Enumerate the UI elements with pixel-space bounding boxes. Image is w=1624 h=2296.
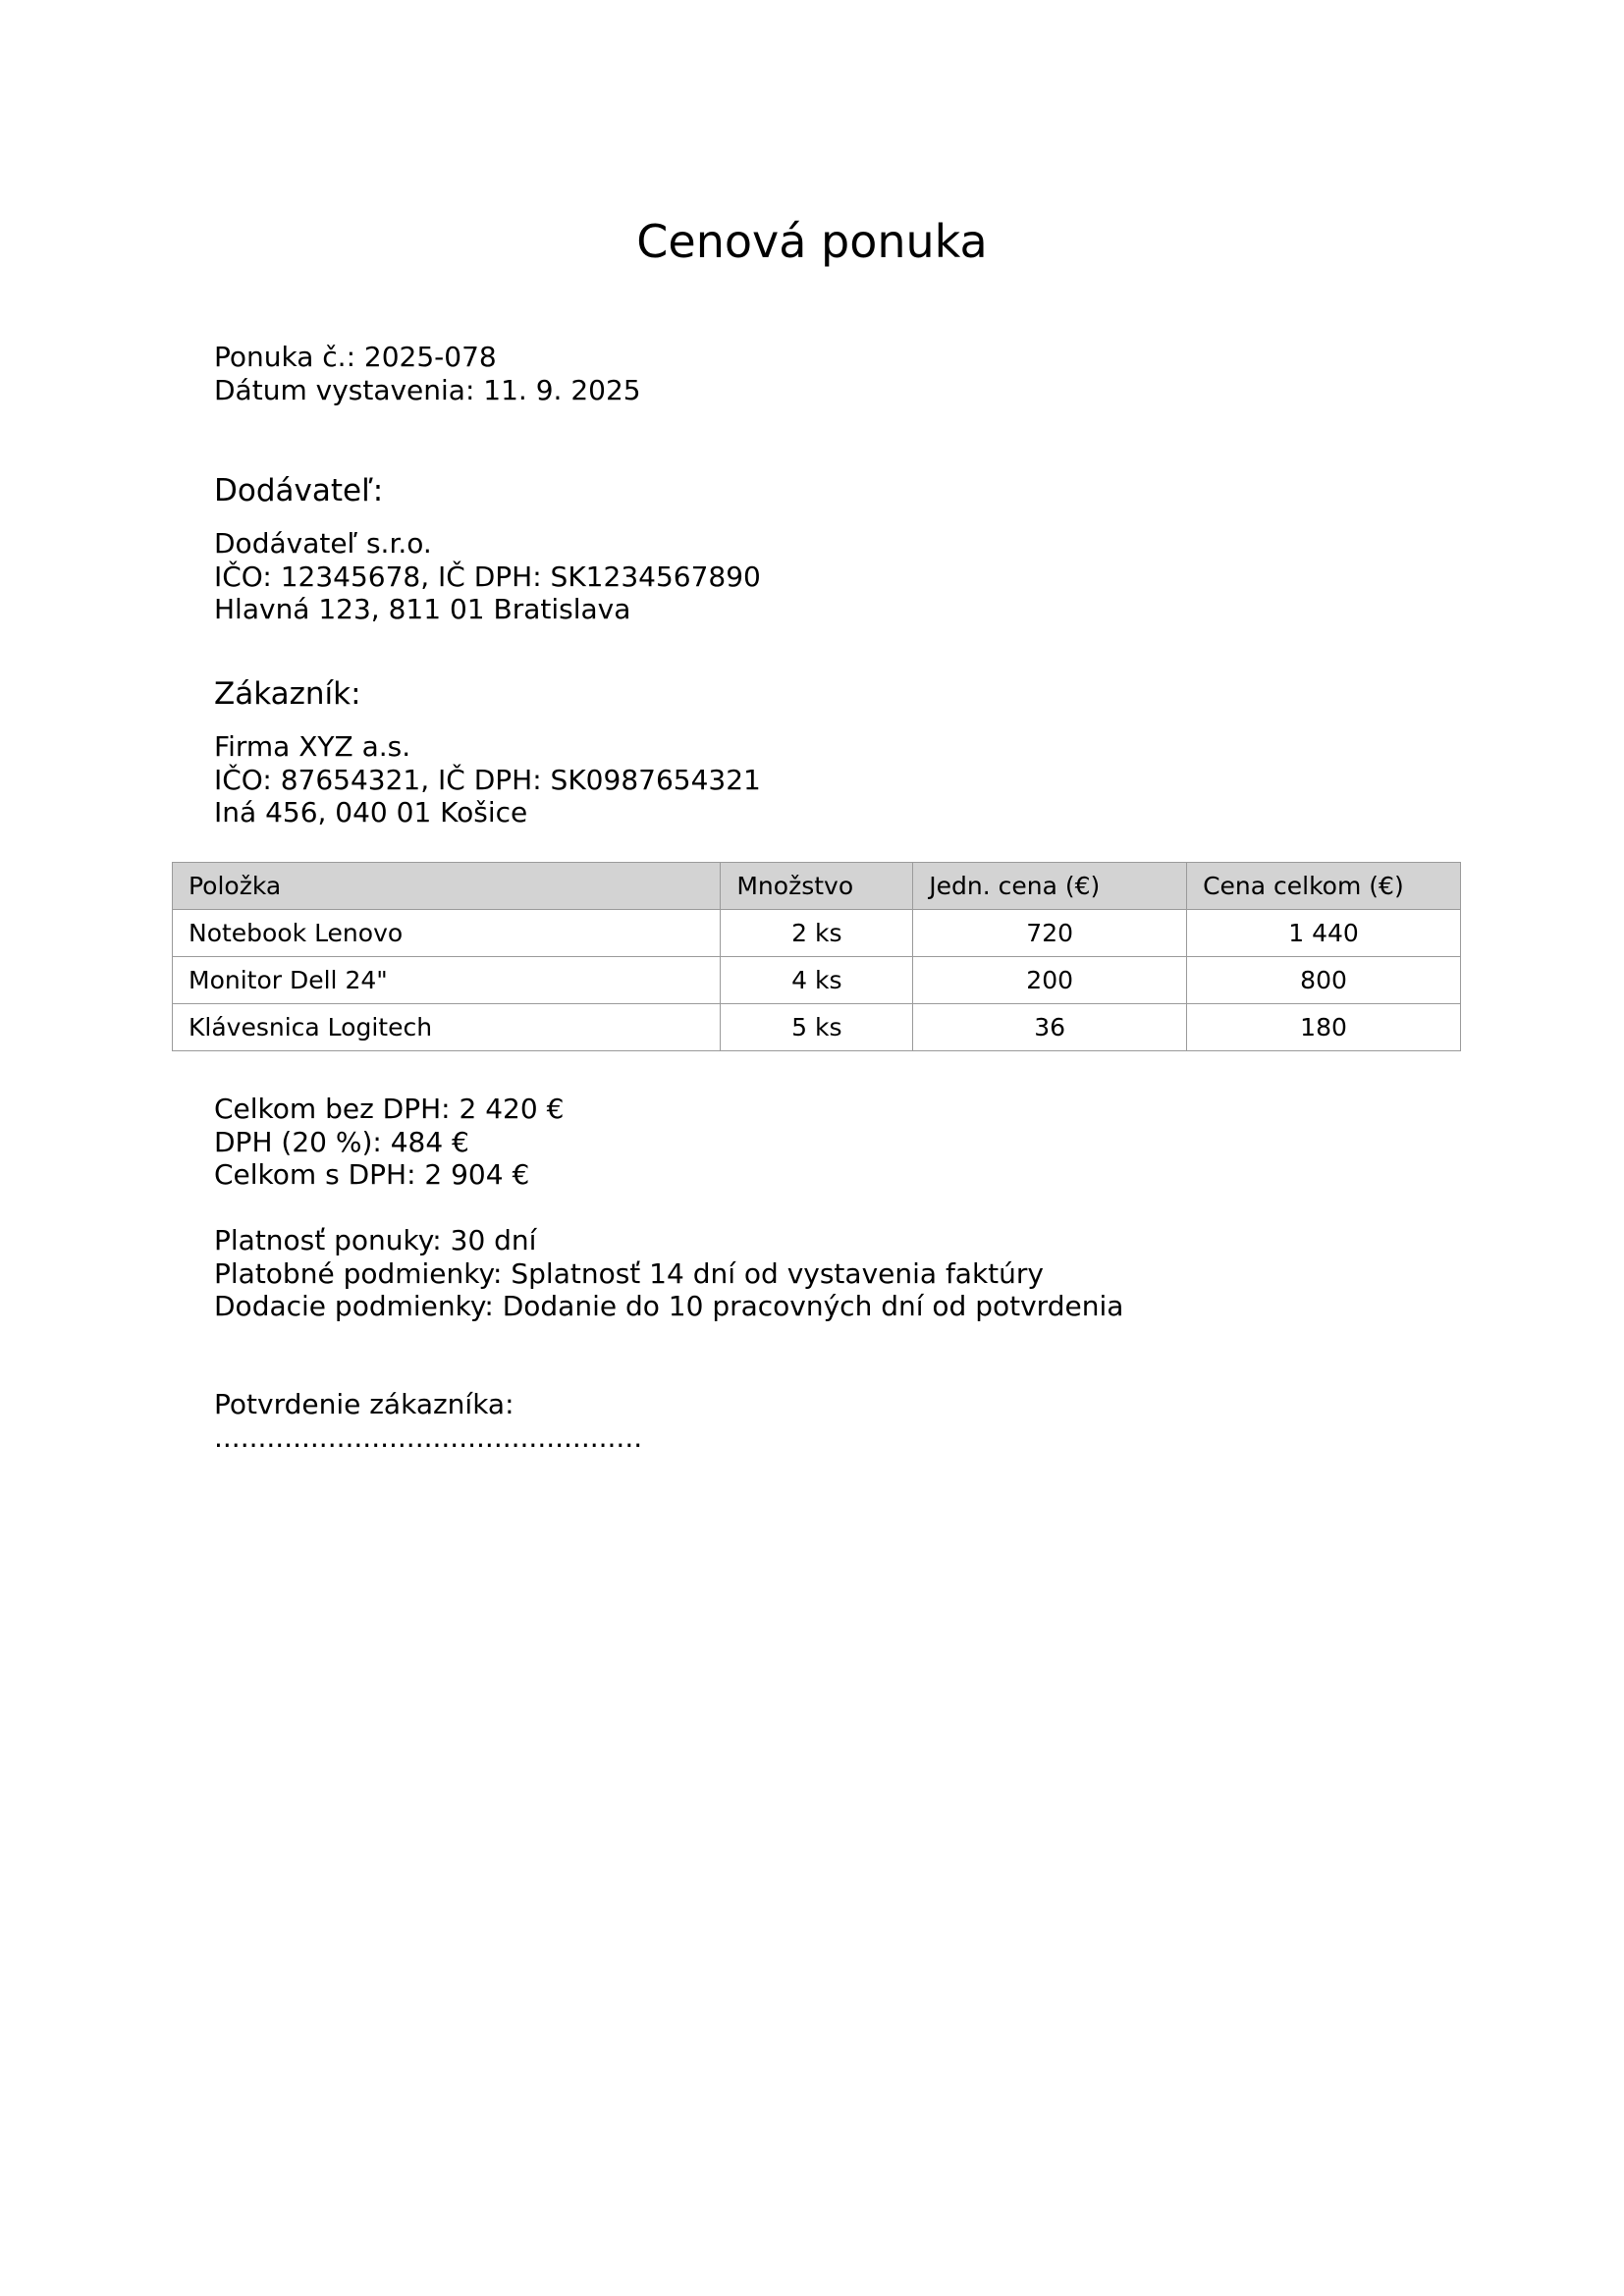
header-item: Položka (173, 863, 721, 910)
offer-validity: Platnosť ponuky: 30 dní (214, 1224, 537, 1256)
total-without-vat: Celkom bez DPH: 2 420 € (214, 1093, 565, 1125)
table-row (173, 910, 1461, 957)
header-total-price: Cena celkom (€) (1187, 863, 1461, 910)
supplier-details (214, 527, 761, 626)
vat-amount: DPH (20 %): 484 € (214, 1125, 469, 1158)
offer-number: Ponuka č.: 2025-078 (214, 341, 497, 373)
total-with-vat: Celkom s DPH: 2 904 € (214, 1158, 530, 1191)
customer-name: Firma XYZ a.s. (214, 730, 411, 763)
header-quantity: Množstvo (721, 863, 913, 910)
customer-ids: IČO: 87654321, IČ DPH: SK0987654321 (214, 763, 761, 796)
delivery-terms: Dodacie podmienky: Dodanie do 10 pracovných dní od potvrdenia (214, 1290, 1124, 1322)
confirmation-label: Potvrdenie zákazníka: (214, 1388, 514, 1420)
cell-item: Klávesnica Logitech (173, 1004, 721, 1051)
cell-quantity: 5 ks (721, 1004, 913, 1051)
customer-details (214, 730, 761, 829)
cell-total-price: 1 440 (1187, 910, 1461, 957)
cell-total-price: 800 (1187, 957, 1461, 1004)
cell-quantity: 2 ks (721, 910, 913, 957)
table-row (173, 957, 1461, 1004)
items-table (172, 862, 1461, 1051)
supplier-name: Dodávateľ s.r.o. (214, 527, 432, 560)
terms-block (214, 1224, 1123, 1323)
totals-block (214, 1093, 564, 1192)
table-header-row (173, 863, 1461, 910)
cell-item: Monitor Dell 24" (173, 957, 721, 1004)
cell-item: Notebook Lenovo (173, 910, 721, 957)
signature-line: ................................................. (214, 1420, 643, 1454)
header-unit-price: Jedn. cena (€) (913, 863, 1187, 910)
document-title: Cenová ponuka (636, 215, 988, 268)
offer-meta (214, 341, 641, 406)
cell-unit-price: 36 (913, 1004, 1187, 1051)
issue-date: Dátum vystavenia: 11. 9. 2025 (214, 373, 641, 406)
customer-address: Iná 456, 040 01 Košice (214, 796, 528, 828)
supplier-address: Hlavná 123, 811 01 Bratislava (214, 593, 631, 625)
supplier-ids: IČO: 12345678, IČ DPH: SK1234567890 (214, 560, 761, 593)
supplier-heading: Dodávateľ: (214, 473, 384, 508)
cell-unit-price: 720 (913, 910, 1187, 957)
customer-heading: Zákazník: (214, 676, 361, 712)
cell-total-price: 180 (1187, 1004, 1461, 1051)
table-row (173, 1004, 1461, 1051)
customer-confirmation (214, 1388, 642, 1454)
payment-terms: Platobné podmienky: Splatnosť 14 dní od vystavenia faktúry (214, 1256, 1044, 1290)
cell-unit-price: 200 (913, 957, 1187, 1004)
cell-quantity: 4 ks (721, 957, 913, 1004)
